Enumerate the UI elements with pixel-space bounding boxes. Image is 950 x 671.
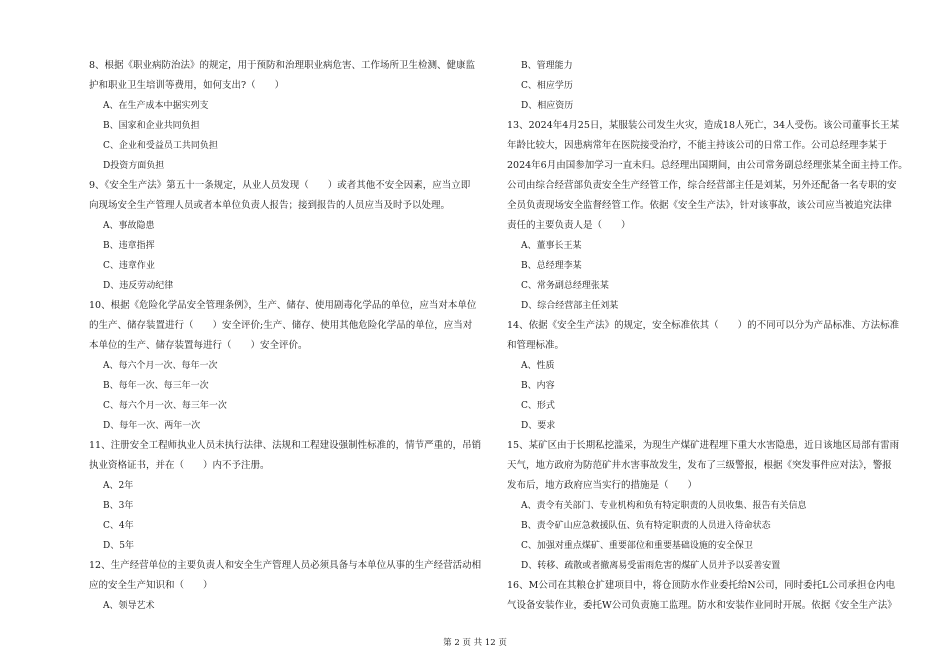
question-text: 应的安全生产知识和（ ） [89, 580, 213, 591]
question-16 [507, 576, 912, 616]
option-d: D、要求 [521, 421, 556, 431]
option-b: B、责令矿山应急救援队伍、负有特定职责的人员进入待命状态 [521, 521, 771, 531]
option-a: A、董事长王某 [521, 241, 582, 251]
question-9 [89, 176, 494, 296]
option-b: B、内容 [521, 381, 555, 391]
option-d: D、5年 [103, 541, 134, 551]
option-d: D投资方面负担 [103, 161, 165, 171]
question-text: 11、注册安全工程师执业人员未执行法律、法规和工程建设强制性标准的，情节严重的，吊销 [89, 440, 482, 451]
question-text: 责任的主要负责人是（ ） [507, 220, 631, 231]
option-c: C、常务副总经理张某 [521, 281, 609, 291]
option-a: A、在生产成本中据实列支 [103, 101, 209, 111]
question-14 [507, 316, 912, 436]
option-a: A、每六个月一次、每年一次 [103, 361, 218, 371]
question-text: 15、某矿区由于长期私挖滥采，为现生产煤矿进程埋下重大水害隐患，近日该地区局部有雷雨 [507, 440, 900, 451]
question-8 [89, 56, 494, 176]
question-text: 9、《安全生产法》第五十一条规定，从业人员发现（ ）或者其他不安全因素，应当立即 [89, 180, 471, 191]
option-a: A、事故隐患 [103, 221, 155, 231]
question-15 [507, 436, 912, 576]
left-column [89, 56, 494, 616]
option-d: D、违反劳动纪律 [103, 281, 174, 291]
option-b: B、违章指挥 [103, 241, 155, 251]
question-text: 14、依据《安全生产法》的规定，安全标准依其（ ）的不同可以分为产品标准、方法标准 [507, 320, 900, 331]
question-text: 本单位的生产、储存装置每进行（ ）安全评价。 [89, 340, 308, 351]
question-10 [89, 296, 494, 436]
question-text: 天气，地方政府为防范矿井水害事故发生，发布了三级警报，根据《突发事件应对法》，警报 [507, 460, 892, 471]
option-d: D、每年一次、两年一次 [103, 421, 201, 431]
question-text: 的生产、储存装置进行（ ）安全评价;生产、储存、使用其他危险化学品的单位，应当对 [89, 320, 473, 331]
question-12-continued [507, 56, 912, 116]
option-c: C、违章作业 [103, 261, 155, 271]
question-text: 气设备安装作业，委托W公司负责施工监理。防水和安装作业同时开展。依据《安全生产法》 [507, 600, 897, 611]
question-text: 2024年6月由国参加学习一直未归。总经理出国期间，由公司常务副总经理张某全面主持工作。 [507, 160, 908, 171]
question-text: 护和职业卫生培训等费用，如何支出?（ ） [89, 80, 285, 91]
question-text: 10、根据《危险化学品安全管理条例》，生产、储存、使用剧毒化学品的单位，应当对本单位 [89, 300, 477, 311]
question-text: 全员负责现场安全监督经管工作。依据《安全生产法》，针对该事故，该公司应当被追究法律 [507, 200, 892, 211]
option-b: B、每年一次、每三年一次 [103, 381, 209, 391]
option-c: C、每六个月一次、每三年一次 [103, 401, 227, 411]
option-b: B、国家和企业共同负担 [103, 121, 200, 131]
option-c: C、企业和受益员工共同负担 [103, 141, 218, 151]
option-a: A、责令有关部门、专业机构和负有特定职责的人员收集、报告有关信息 [521, 501, 807, 511]
option-c: C、形式 [521, 401, 555, 411]
option-d: D、转移、疏散或者撤离易受雷雨危害的煤矿人员并予以妥善安置 [521, 561, 781, 571]
option-d: D、相应资历 [521, 101, 574, 111]
right-column [507, 56, 912, 616]
question-text: 13、2024年4月25日，某服装公司发生火灾，造成18人死亡，34人受伤。该公司董事长王某 [507, 120, 900, 131]
option-b: B、管理能力 [521, 61, 573, 71]
option-a: A、性质 [521, 361, 555, 371]
option-c: C、4年 [103, 521, 134, 531]
option-c: C、加强对重点煤矿、重要部位和重要基础设施的安全保卫 [521, 541, 753, 551]
option-a: A、领导艺术 [103, 601, 155, 611]
option-d: D、综合经营部主任刘某 [521, 301, 619, 311]
question-text: 和管理标准。 [507, 340, 565, 351]
question-text: 执业资格证书，并在（ ）内不予注册。 [89, 460, 270, 471]
question-text: 向现场安全生产管理人员或者本单位负责人报告；接到报告的人员应当及时予以处理。 [89, 200, 451, 211]
question-text: 12、生产经营单位的主要负责人和安全生产管理人员必须具备与本单位从事的生产经营活动相 [89, 560, 482, 571]
question-text: 发布后，地方政府应当实行的措施是（ ） [507, 480, 698, 491]
option-a: A、2年 [103, 481, 134, 491]
question-text: 16、M公司在其粮仓扩建项目中，将仓顶防水作业委托给N公司，同时委托L公司承担仓内电 [507, 580, 895, 591]
question-text: 年龄比较大，因患病常年在医院接受治疗，不能主持该公司的日常工作。公司总经理李某于 [507, 140, 888, 151]
question-text: 8、根据《职业病防治法》的规定，用于预防和治理职业病危害、工作场所卫生检测、健康监 [89, 60, 476, 71]
question-13 [507, 116, 912, 316]
page-number: 第 2 页 共 12 页 [443, 638, 507, 648]
question-12 [89, 556, 494, 616]
option-c: C、相应学历 [521, 81, 573, 91]
option-b: B、3年 [103, 501, 134, 511]
question-text: 公司由综合经营部负责安全生产经管工作，综合经营部主任是刘某，另外还配备一名专职的安 [507, 180, 897, 191]
option-b: B、总经理李某 [521, 261, 582, 271]
question-11 [89, 436, 494, 556]
